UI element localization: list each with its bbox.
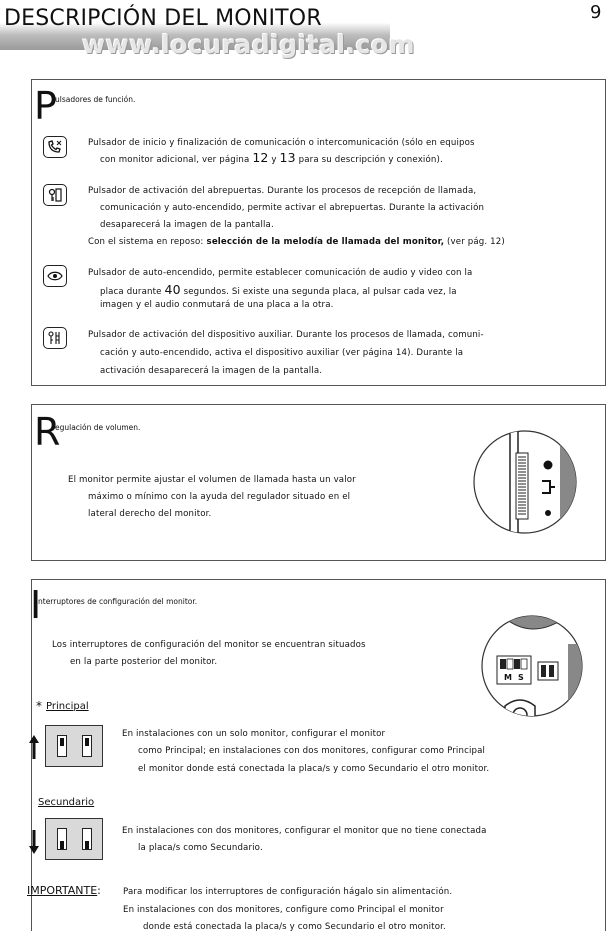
volumen-line-1: El monitor permite ajustar el volumen de llamada hasta un valor — [68, 475, 356, 485]
pulsador-2-line-4: Con el sistema en reposo: selección de la melodía de llamada del monitor, (ver pág. 12) — [88, 237, 505, 247]
auxiliary-icon — [43, 327, 67, 349]
section-heading-volumen: egulación de volumen. — [55, 423, 141, 432]
pulsador-3-line-2: placa durante 40 segundos. Si existe una segunda placa, al pulsar cada vez, la — [100, 282, 457, 297]
principal-line-2: como Principal; en instalaciones con dos monitores, configurar como Principal — [138, 746, 486, 756]
section-heading-interruptores: nterruptores de configuración del monitor. — [38, 597, 198, 606]
pulsador-4-line-1: Pulsador de activación del dispositivo auxiliar. Durante los procesos de llamada, comuni- — [88, 330, 484, 340]
pulsador-3-line-3: imagen y el audio conmutará de una placa a la otra. — [100, 300, 334, 310]
pulsador-4-line-3: activación desaparecerá la imagen de la pantalla. — [100, 366, 323, 376]
arrow-up-icon — [29, 735, 39, 759]
pulsador-1-line-1: Pulsador de inicio y finalización de comunicación o intercomunicación (sólo en equipos — [88, 138, 475, 148]
pulsador-2-line-3: desaparecerá la imagen de la pantalla. — [100, 220, 274, 230]
page-title: DESCRIPCIÓN DEL MONITOR — [4, 6, 322, 31]
volume-regulator-diagram — [472, 429, 578, 535]
pulsador-2-line-1: Pulsador de activación del abrepuertas. Durante los procesos de recepción de llamada, — [88, 186, 477, 196]
section-initial-i: I — [30, 583, 42, 627]
eye-icon — [43, 265, 67, 287]
section-heading-pulsadores: ulsadores de función. — [55, 95, 136, 104]
principal-label: Principal — [46, 701, 89, 712]
volumen-line-2: máximo o mínimo con la ayuda del regulador situado en el — [88, 492, 351, 502]
pulsador-4-line-2: cación y auto-encendido, activa el dispositivo auxiliar (ver página 14). Durante la — [100, 348, 464, 358]
pulsador-2-line-2: comunicación y auto-encendido, permite activar el abrepuertas. Durante la activación — [100, 203, 485, 213]
interruptores-intro-line-2: en la parte posterior del monitor. — [70, 657, 218, 667]
switch-label-m: M — [504, 673, 512, 682]
page-number: 9 — [590, 2, 602, 23]
secundario-line-1: En instalaciones con dos monitores, configurar el monitor que no tiene conectada — [122, 826, 487, 836]
volumen-line-3: lateral derecho del monitor. — [88, 509, 212, 519]
section-initial-r: R — [34, 410, 61, 454]
rear-switches-diagram — [480, 614, 584, 718]
secundario-line-2: la placa/s como Secundario. — [138, 843, 263, 853]
principal-line-3: el monitor donde está conectada la placa/s y como Secundario el otro monitor. — [138, 764, 490, 774]
pulsador-3-line-1: Pulsador de auto-encendido, permite establecer comunicación de audio y video con la — [88, 268, 473, 278]
watermark-text: www.locuradigital.com — [82, 30, 416, 59]
importante-line-3: donde está conectada la placa/s y como Secundario el otro monitor. — [143, 922, 446, 932]
importante-line-2: En instalaciones con dos monitores, configure como Principal el monitor — [123, 905, 444, 915]
arrow-down-icon — [29, 830, 39, 854]
principal-dip-switch — [45, 725, 103, 767]
importante-colon: : — [97, 884, 101, 897]
importante-line-1: Para modificar los interruptores de configuración hágalo sin alimentación. — [123, 887, 453, 897]
principal-star: * — [36, 699, 42, 713]
secundario-dip-switch — [45, 818, 103, 860]
secundario-label: Secundario — [38, 797, 95, 808]
section-initial-p: P — [34, 84, 57, 128]
importante-label: IMPORTANTE — [27, 884, 98, 897]
switch-label-s: S — [518, 673, 524, 682]
pulsador-1-line-2: con monitor adicional, ver página 12 y 13 para su descripción y conexión). — [100, 150, 443, 165]
door-key-icon — [43, 184, 67, 206]
interruptores-intro-line-1: Los interruptores de configuración del monitor se encuentran situados — [52, 640, 366, 650]
phone-icon — [43, 136, 67, 158]
principal-line-1: En instalaciones con un solo monitor, configurar el monitor — [122, 729, 386, 739]
importante-heading — [27, 884, 101, 897]
